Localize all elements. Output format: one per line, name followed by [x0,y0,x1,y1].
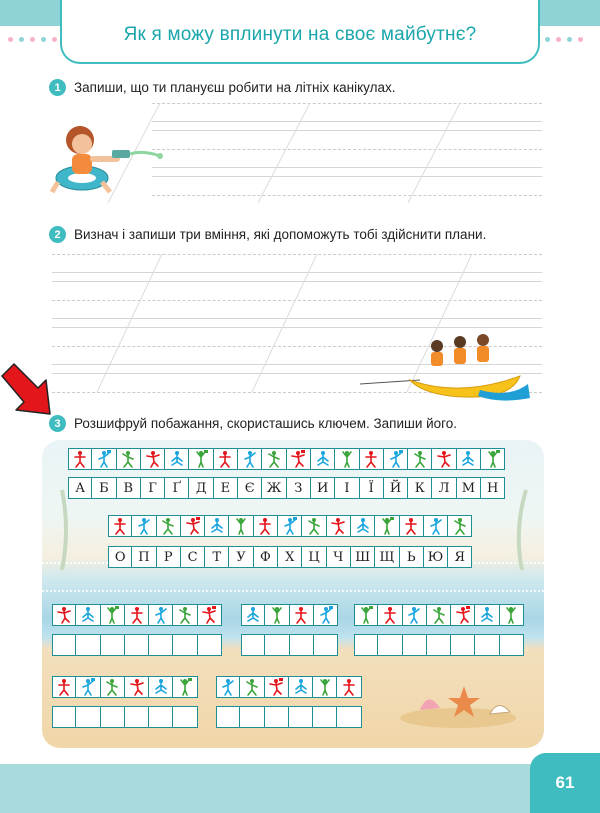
answer-cell[interactable] [101,706,125,728]
stick-figure-icon [403,604,427,626]
answer-cell[interactable] [101,634,125,656]
answer-cell[interactable] [403,634,427,656]
stick-figure-icon [76,604,100,626]
answer-cell[interactable] [313,706,337,728]
key-letter: Н [481,477,505,499]
key-letter: Ґ [165,477,189,499]
task-2-number: 2 [49,226,66,243]
stick-figure-icon [181,515,205,537]
key-letter: Ж [262,477,286,499]
key-letter: Т [205,546,229,568]
stick-figure-icon [241,604,265,626]
footer-band [0,764,600,813]
answer-cell[interactable] [173,706,197,728]
stick-figure-icon [265,676,289,698]
decor-dots-right [545,37,589,47]
stick-figure-icon [149,604,173,626]
answer-cell[interactable] [314,634,338,656]
stick-figure-icon [351,515,375,537]
answer-cell[interactable] [198,634,222,656]
seashells-starfish-decor [398,680,528,728]
stick-figure-icon [92,448,116,470]
stick-figure-icon [265,604,289,626]
answer-cell[interactable] [76,706,100,728]
stick-figure-icon [427,604,451,626]
stick-figure-icon [408,448,432,470]
title-box [60,0,540,64]
key-letter: М [457,477,481,499]
task-3-number: 3 [49,415,66,432]
answer-word-3[interactable] [354,634,524,656]
key-letter: Я [448,546,472,568]
task-3 [49,415,457,432]
stick-figure-icon [205,515,229,537]
stick-figure-icon [216,676,240,698]
stick-figure-icon [378,604,402,626]
task-2-text: Визнач і запиши три вміння, які допоможуть тобі здійснити плани. [74,227,487,242]
answer-cell[interactable] [173,634,197,656]
task-3-text: Розшифруй побажання, скористашись ключем. Запиши його. [74,416,458,431]
stick-figure-icon [214,448,238,470]
key-letter: Б [92,477,116,499]
stick-figure-icon [76,676,100,698]
answer-word-1[interactable] [52,634,222,656]
task-1 [49,79,396,96]
key-letter: А [68,477,92,499]
stick-figure-icon [117,448,141,470]
decor-dots-left [8,37,63,47]
stick-figure-icon [302,515,326,537]
page-number: 61 [530,753,600,813]
stick-figure-icon [311,448,335,470]
answer-cell[interactable] [500,634,524,656]
key-letter: Ш [351,546,375,568]
red-arrow-icon [0,362,58,420]
answer-word-2[interactable] [241,634,338,656]
stick-figure-icon [157,515,181,537]
task-2 [49,226,486,243]
cipher-word-5 [216,676,362,698]
key-letter: З [287,477,311,499]
stick-figure-icon [481,448,505,470]
key-letter: П [132,546,156,568]
stick-figure-icon [287,448,311,470]
key-letter: В [117,477,141,499]
banana-boat-illustration [360,332,530,404]
cipher-word-4 [52,676,198,698]
key-letter: Й [384,477,408,499]
stick-figure-icon [229,515,253,537]
key-letter: Ї [360,477,384,499]
answer-cell[interactable] [290,634,314,656]
stick-figure-icon [432,448,456,470]
key-letter: Л [432,477,456,499]
answer-word-5[interactable] [216,706,362,728]
stick-figure-icon [101,604,125,626]
key-letter: Є [238,477,262,499]
stick-figure-icon [52,604,76,626]
answer-cell[interactable] [52,706,76,728]
stick-figure-icon [101,676,125,698]
stick-figure-icon [189,448,213,470]
answer-cell[interactable] [125,706,149,728]
key-letter: И [311,477,335,499]
key-letters-row-1 [68,477,505,499]
answer-cell[interactable] [240,706,264,728]
stick-figure-icon [400,515,424,537]
answer-cell[interactable] [149,634,173,656]
key-letter: Ч [327,546,351,568]
answer-cell[interactable] [149,706,173,728]
answer-cell[interactable] [427,634,451,656]
task-1-number: 1 [49,79,66,96]
stick-figure-icon [125,676,149,698]
key-letter: І [335,477,359,499]
cipher-word-1 [52,604,222,626]
key-letter: Р [157,546,181,568]
girl-water-gun-illustration [48,120,166,205]
stick-figure-icon [132,515,156,537]
key-letter: Ц [302,546,326,568]
stick-figure-icon [500,604,524,626]
key-letter: С [181,546,205,568]
answer-cell[interactable] [289,706,313,728]
cipher-word-3 [354,604,524,626]
answer-cell[interactable] [337,706,361,728]
stick-figure-icon [165,448,189,470]
key-letter: Ю [424,546,448,568]
stick-figure-icon [240,676,264,698]
stick-figure-icon [238,448,262,470]
key-letter: О [108,546,132,568]
stick-figure-icon [451,604,475,626]
answer-cell[interactable] [451,634,475,656]
key-letter: Ф [254,546,278,568]
stick-figure-icon [52,676,76,698]
key-letter: Щ [375,546,399,568]
key-figures-row-1 [68,448,505,470]
stick-figure-icon [337,676,361,698]
answer-cell[interactable] [52,634,76,656]
stick-figure-icon [290,604,314,626]
key-letter: Е [214,477,238,499]
stick-figure-icon [375,515,399,537]
stick-figure-icon [335,448,359,470]
answer-cell[interactable] [76,634,100,656]
stick-figure-icon [354,604,378,626]
key-letters-row-2 [108,546,472,568]
key-letter: Х [278,546,302,568]
stick-figure-icon [457,448,481,470]
stick-figure-icon [125,604,149,626]
answer-cell[interactable] [216,706,240,728]
key-letter: Г [141,477,165,499]
stick-figure-icon [149,676,173,698]
answer-cell[interactable] [265,634,289,656]
stick-figure-icon [141,448,165,470]
stick-figure-icon [289,676,313,698]
stick-figure-icon [173,604,197,626]
key-letter: К [408,477,432,499]
answer-cell[interactable] [265,706,289,728]
answer-cell[interactable] [354,634,378,656]
stick-figure-icon [254,515,278,537]
stick-figure-icon [314,604,338,626]
cipher-word-2 [241,604,338,626]
stick-figure-icon [424,515,448,537]
answer-word-4[interactable] [52,706,198,728]
stick-figure-icon [108,515,132,537]
stick-figure-icon [360,448,384,470]
answer-cell[interactable] [241,634,265,656]
key-letter: У [229,546,253,568]
page-title: Як я можу вплинути на своє майбутнє? [123,24,477,45]
stick-figure-icon [448,515,472,537]
task-1-text: Запиши, що ти плануєш робити на літніх канікулах. [74,80,396,95]
answer-cell[interactable] [475,634,499,656]
stick-figure-icon [475,604,499,626]
stick-figure-icon [327,515,351,537]
key-figures-row-2 [108,515,472,537]
stick-figure-icon [313,676,337,698]
stick-figure-icon [68,448,92,470]
stick-figure-icon [278,515,302,537]
answer-cell[interactable] [125,634,149,656]
key-letter: Ь [400,546,424,568]
stick-figure-icon [262,448,286,470]
stick-figure-icon [384,448,408,470]
stick-figure-icon [198,604,222,626]
stick-figure-icon [173,676,197,698]
answer-cell[interactable] [378,634,402,656]
key-letter: Д [189,477,213,499]
